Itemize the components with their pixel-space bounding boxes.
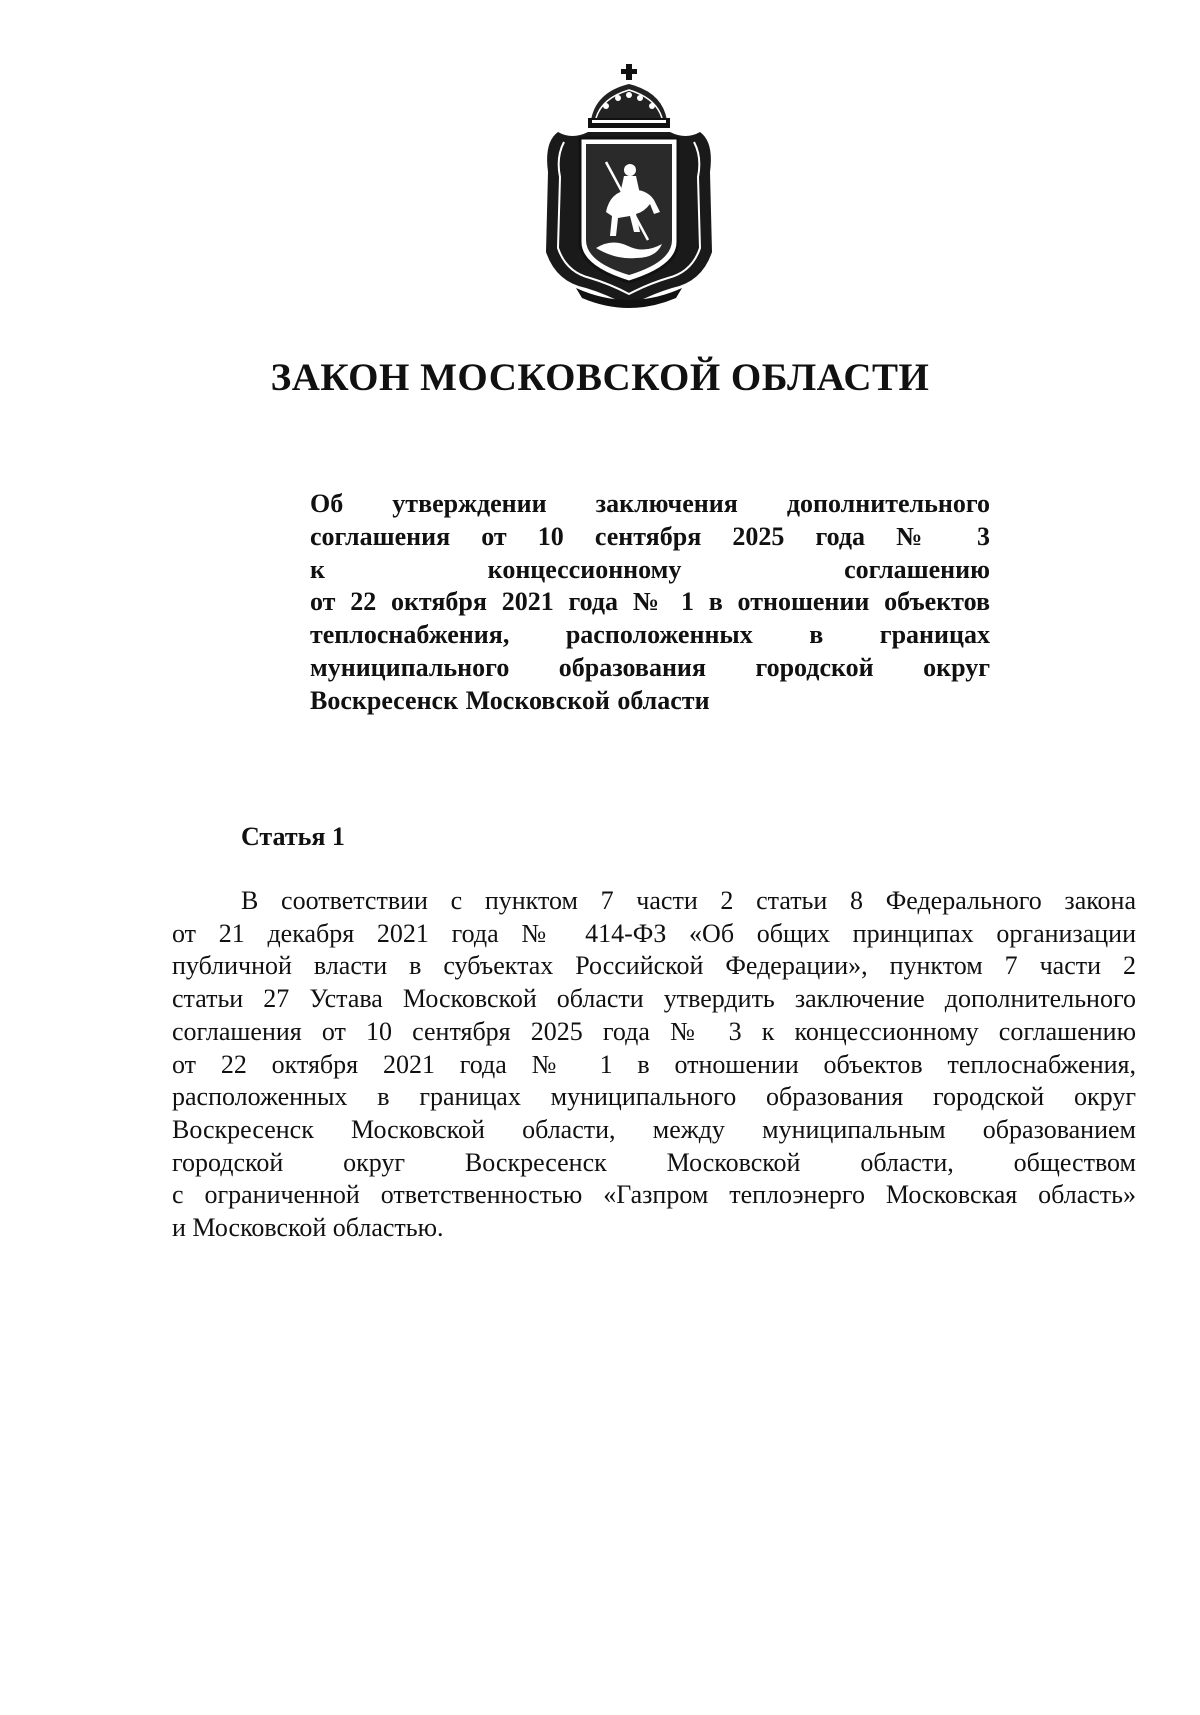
subject-line: Воскресенск Московской области — [310, 685, 710, 715]
subject-line: соглашения от 10 сентября 2025 года № 3 — [310, 521, 990, 551]
subject-line: Об утверждении заключения дополнительного — [310, 489, 990, 518]
article-line: публичной власти в субъектах Российской Федерации», пунктом 7 части 2 — [172, 951, 1136, 981]
article-line: с ограниченной ответственностью «Газпром теплоэнерго Московская область» — [172, 1180, 1136, 1210]
article-heading: Статья 1 — [241, 822, 345, 851]
subject-line: от 22 октября 2021 года № 1 в отношении объектов — [310, 587, 990, 617]
coat-of-arms-icon — [536, 62, 722, 312]
article-line: Воскресенск Московской области, между муниципальным образованием — [172, 1114, 1136, 1144]
article-line: городской округ Воскресенск Московской области, обществом — [172, 1147, 1136, 1177]
article-line: и Московской областью. — [172, 1213, 444, 1243]
law-subject — [310, 488, 990, 718]
subject-line: к концессионному соглашению — [310, 554, 990, 584]
article-line: от 22 октября 2021 года № 1 в отношении объектов теплоснабжения, — [172, 1049, 1136, 1079]
article-line: статьи 27 Устава Московской области утвердить заключение дополнительного — [172, 984, 1136, 1014]
subject-line: теплоснабжения, расположенных в границах — [310, 620, 990, 650]
article-line: соглашения от 10 сентября 2025 года № 3 к концессионному соглашению — [172, 1016, 1136, 1046]
article-body — [172, 885, 1136, 1245]
article-line: от 21 декабря 2021 года № 414-ФЗ «Об общих принципах организации — [172, 918, 1136, 948]
subject-line: муниципального образования городской округ — [310, 652, 990, 682]
law-title: ЗАКОН МОСКОВСКОЙ ОБЛАСТИ — [270, 356, 930, 399]
article-line: В соответствии с пунктом 7 части 2 статьи 8 Федерального закона — [241, 886, 1136, 915]
article-line: расположенных в границах муниципального образования городской округ — [172, 1082, 1136, 1112]
